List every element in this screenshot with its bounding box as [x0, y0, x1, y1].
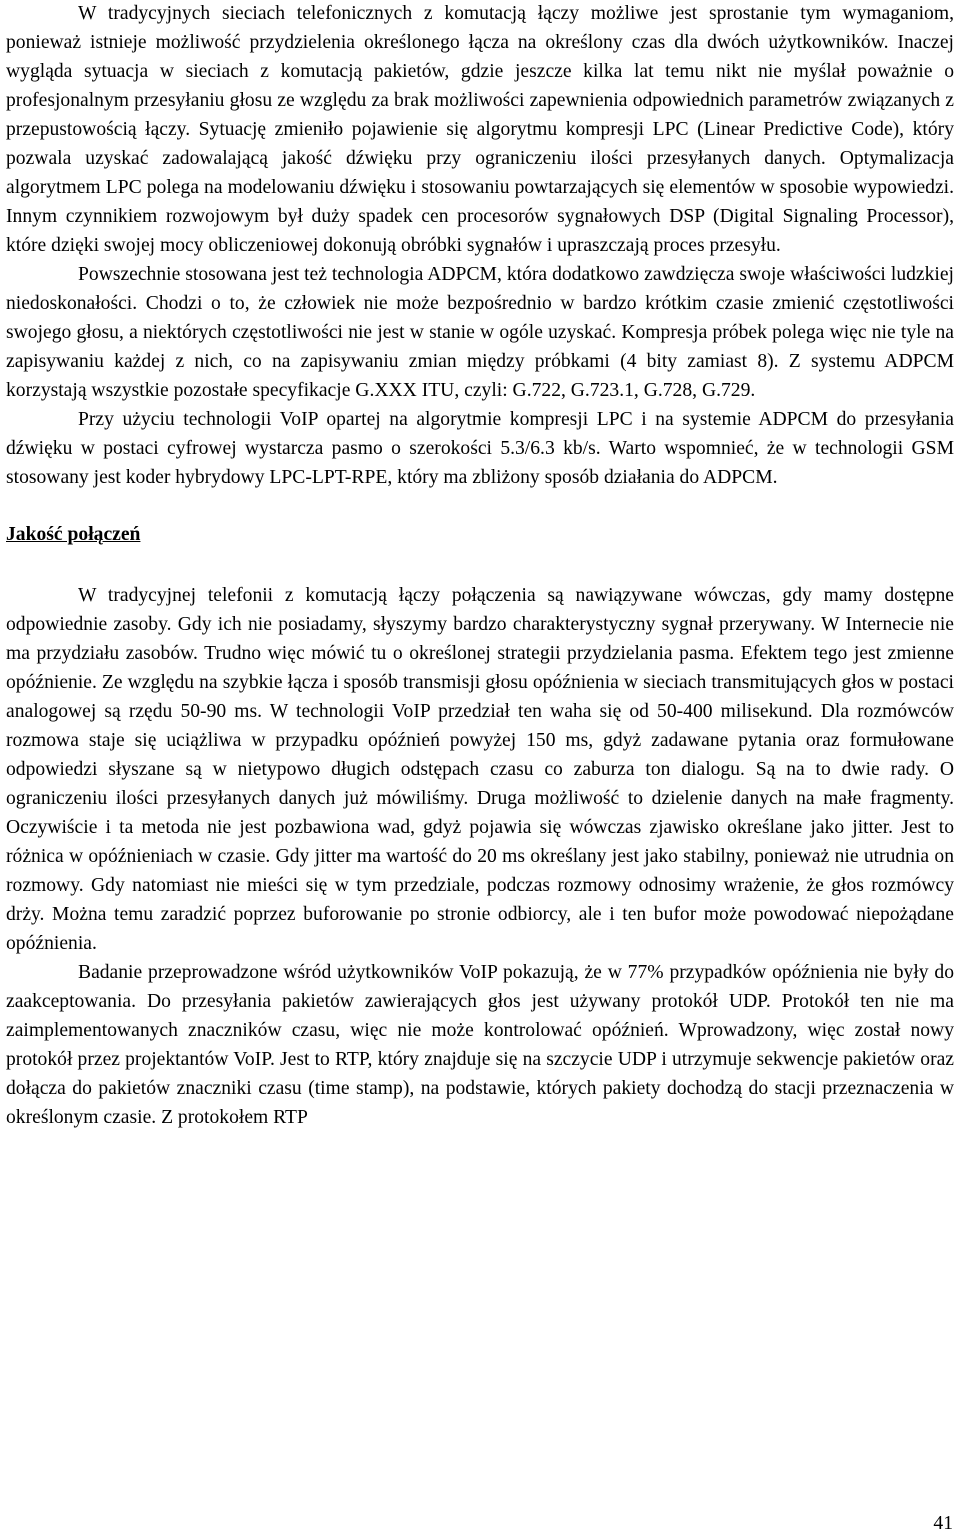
page-number: 41: [933, 1513, 953, 1534]
paragraph-rtp: Badanie przeprowadzone wśród użytkowników VoIP pokazują, że w 77% przypadków opóźnienia nie były do zaakceptowania. Do przesyłania pakietów zawierających głos jest używany protokół UDP. Protokół ten nie ma zaimplementowanych znaczników czasu, więc nie może kontrolować opóźnień. Wprowadzony, więc został nowy protokół przez projektantów VoIP. Jest to RTP, który znajduje się na szczycie UDP i utrzymuje sekwencje pakietów oraz dołącza do pakietów znaczniki czasu (time stamp), na podstawie, których pakiety dochodzą do stacji przeznaczenia w określonym czasie. Z protokołem RTP: [6, 962, 954, 1128]
document-page: [6, 0, 954, 1132]
paragraph-delay: W tradycyjnej telefonii z komutacją łączy połączenia są nawiązywane wówczas, gdy mamy dostępne odpowiednie zasoby. Gdy ich nie posiadamy, słyszymy bardzo charakterystyczny sygnał przerywany. W Internecie nie ma przydziału zasobów. Trudno więc mówić tu o określonej strategii przydzielania pasma. Efektem tego jest zmienne opóźnienie. Ze względu na szybkie łącza i sposób transmisji głosu opóźnienia w sieciach transmitujących głos w postaci analogowej są rzędu 50-90 ms. W technologii VoIP przedział ten waha się od 50-400 milisekund. Dla rozmówców rozmowa staje się uciążliwa w przypadku opóźnień powyżej 150 ms, gdyż zadawane pytania oraz formułowane odpowiedzi słyszane są w nietypowo długich odstępach czasu co zaburza ton dialogu. Są na to dwie rady. O ograniczeniu ilości przesyłanych danych już mówiliśmy. Druga możliwość to dzielenie danych na małe fragmenty. Oczywiście i ta metoda nie jest pozbawiona wad, gdyż pojawia się wówczas zjawisko określane jako jitter. Jest to różnica w opóźnieniach w czasie. Gdy jitter ma wartość do 20 ms określany jest jako stabilny, ponieważ nie utrudnia on rozmowy. Gdy natomiast nie mieści się w tym przedziale, podczas rozmowy odnosimy wrażenie, że głos rozmówcy drży. Można temu zaradzić poprzez buforowanie po stronie odbiorcy, ale i ten bufor może powodować niepożądane opóźnienia.: [6, 585, 954, 954]
section-heading: Jakość połączeń: [6, 524, 141, 545]
paragraph-voip-bandwidth: Przy użyciu technologii VoIP opartej na algorytmie kompresji LPC i na systemie ADPCM do przesyłania dźwięku w postaci cyfrowej wystarcza pasmo o szerokości 5.3/6.3 kb/s. Warto wspomnieć, że w technologii GSM stosowany jest koder hybrydowy LPC-LPT-RPE, który ma zbliżony sposób działania do ADPCM.: [6, 409, 954, 488]
paragraph-adpcm: Powszechnie stosowana jest też technologia ADPCM, która dodatkowo zawdzięcza swoje właściwości ludzkiej niedoskonałości. Chodzi o to, że człowiek nie może bezpośrednio w bardzo krótkim czasie zmienić częstotliwości swojego głosu, a niektórych częstotliwości nie jest w stanie w ogóle uzyskać. Kompresja próbek polega więc nie tyle na zapisywaniu każdej z nich, co na zapisywaniu zmian między próbkami (4 bity zamiast 8). Z systemu ADPCM korzystają wszystkie pozostałe specyfikacje G.XXX ITU, czyli: G.722, G.723.1, G.728, G.729.: [6, 264, 954, 401]
paragraph-lpc-intro: W tradycyjnych sieciach telefonicznych z komutacją łączy możliwe jest sprostanie tym wymaganiom, ponieważ istnieje możliwość przydzielenia określonego łącza na określony czas dla dwóch użytkowników. Inaczej wygląda sytuacja w sieciach z komutacją pakietów, gdzie jeszcze kilka lat temu nikt nie myślał poważnie o profesjonalnym przesyłaniu głosu ze względu za brak możliwości zapewnienia odpowiednich parametrów związanych z przepustowością łączy. Sytuację zmieniło pojawienie się algorytmu kompresji LPC (Linear Predictive Code), który pozwala uzyskać zadowalającą jakość dźwięku przy ograniczeniu ilości przesyłanych danych. Optymalizacja algorytmem LPC polega na modelowaniu dźwięku i stosowaniu powtarzających się elementów w sposobie wypowiedzi. Innym czynnikiem rozwojowym był duży spadek cen procesorów sygnałowych DSP (Digital Signaling Processor), które dzięki swojej mocy obliczeniowej dokonują obróbki sygnałów i upraszczają proces przesyłu.: [6, 3, 954, 256]
